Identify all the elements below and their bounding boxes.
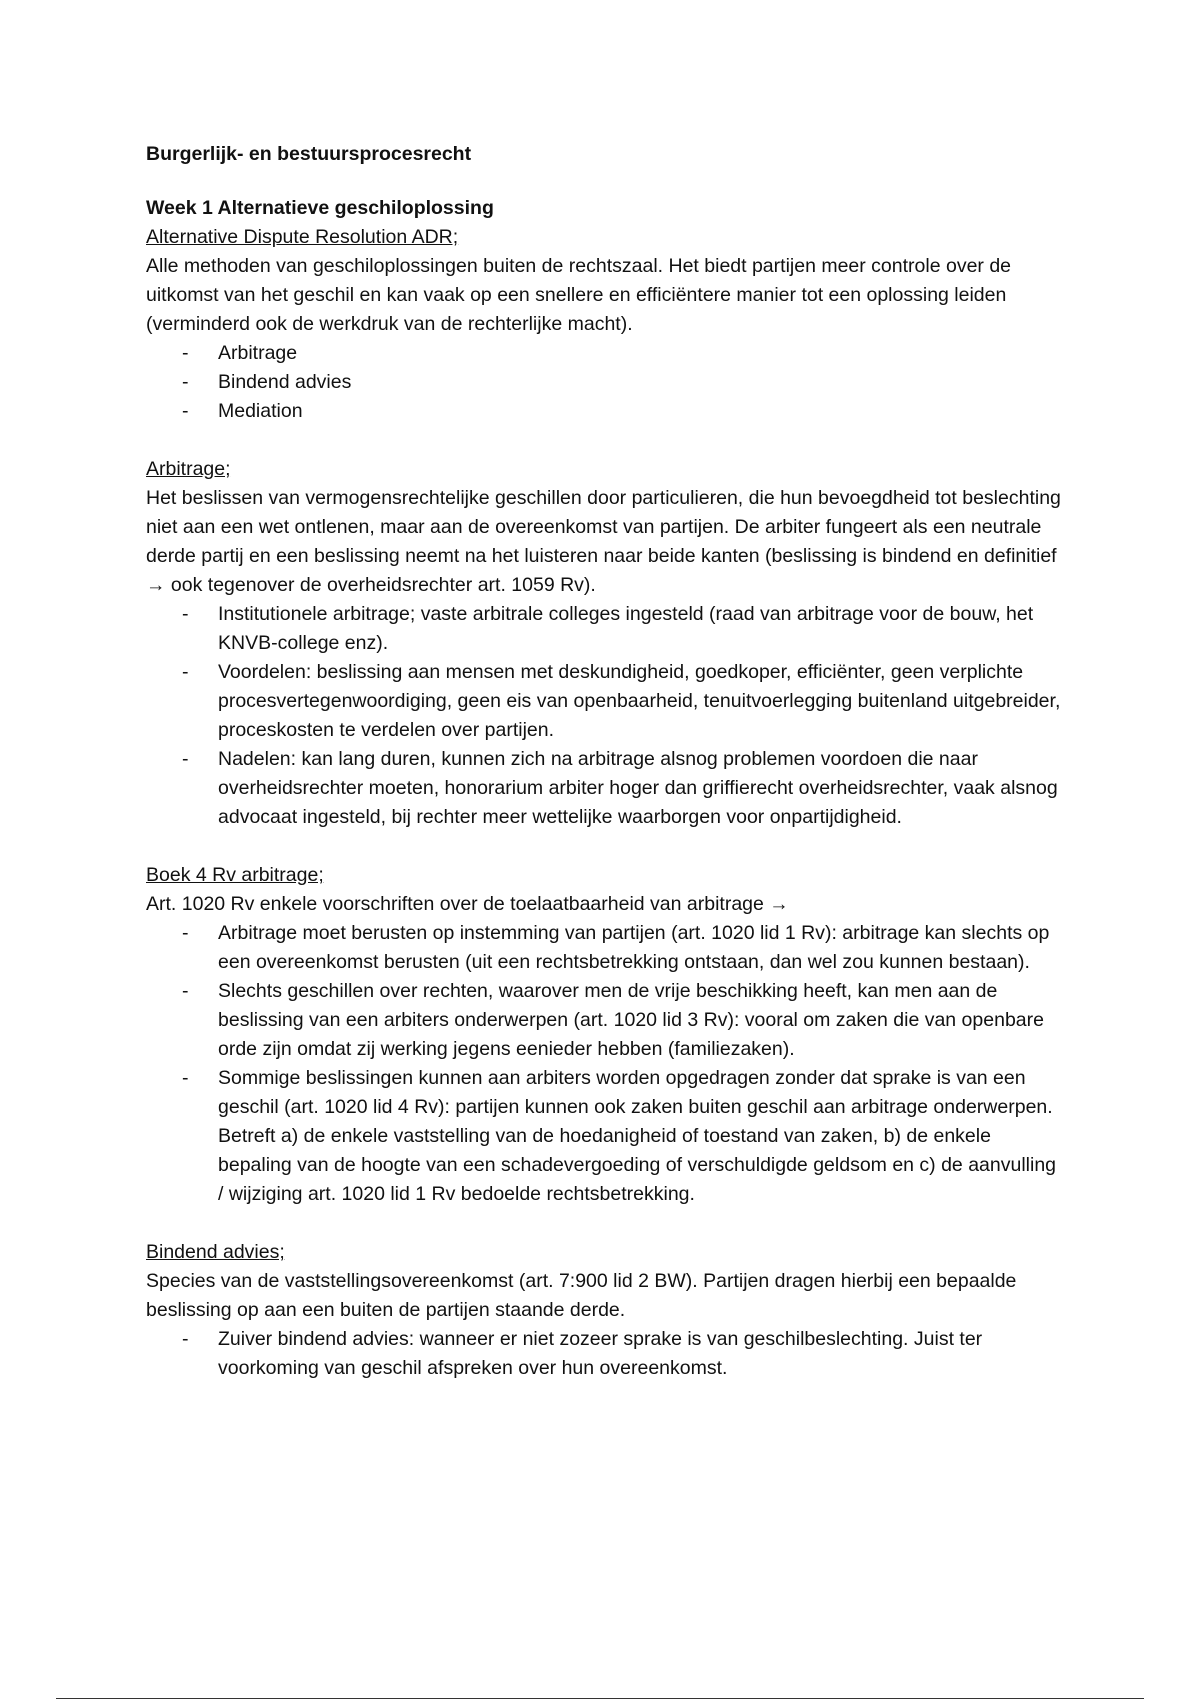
- bindend-text: Species van de vaststellingsovereenkomst (art. 7:900 lid 2 BW). Partijen dragen hierbij een bepaalde beslissing op aan een buiten de partijen staande derde.: [146, 1270, 1017, 1321]
- list-item: - Zuiver bindend advies: wanneer er niet zozeer sprake is van geschilbeslechting. Juist ter voorkoming van geschil afspreken over hun overeenkomst.: [146, 1325, 1066, 1383]
- bullet-dash: -: [182, 400, 189, 422]
- boek4-list: [146, 919, 1066, 1209]
- adr-text: Alle methoden van geschiloplossingen buiten de rechtszaal. Het biedt partijen meer controle over de uitkomst van het geschil en kan vaak op een snellere en efficiëntere manier tot een oplossing leiden (verminderd ook de werkdruk van de rechterlijke macht).: [146, 255, 1012, 335]
- bullet-dash: -: [182, 980, 189, 1002]
- bullet-dash: -: [182, 922, 189, 944]
- bullet-dash: -: [182, 342, 189, 364]
- list-item: - Arbitrage moet berusten op instemming van partijen (art. 1020 lid 1 Rv): arbitrage kan slechts op een overeenkomst berusten (uit een rechtsbetrekking ontstaan, dan wel zou kunnen bestaan).: [146, 919, 1066, 977]
- list-item: - Voordelen: beslissing aan mensen met deskundigheid, goedkoper, efficiënter, geen verplichte procesvertegenwoordiging, geen eis van openbaarheid, tenuitvoerlegging buitenland uitgebreider, proceskosten te verdelen over partijen.: [146, 658, 1066, 745]
- list-item: - Nadelen: kan lang duren, kunnen zich na arbitrage alsnog problemen voordoen die naar overheidsrechter moeten, honorarium arbiter hoger dan griffierecht overheidsrechter, vaak alsnog advocaat ingesteld, bij rechter meer wettelijke waarborgen voor onpartijdigheid.: [146, 745, 1066, 832]
- arbitrage-list: [146, 600, 1066, 832]
- adr-heading: Alternative Dispute Resolution ADR;: [146, 226, 459, 248]
- page-bottom-divider: [56, 1698, 1144, 1699]
- list-item: - Sommige beslissingen kunnen aan arbiters worden opgedragen zonder dat sprake is van een geschil (art. 1020 lid 4 Rv): partijen kunnen ook zaken buiten geschil aan arbitrage onderwerpen. Betreft a) de enkele vaststelling van de hoedanigheid of toestand van zaken, b) de enkele bepaling van de hoogte van een schadevergoeding of verschuldigde geldsom en c) de aanvulling / wijziging art. 1020 lid 1 Rv bedoelde rechtsbetrekking.: [146, 1064, 1066, 1209]
- boek4-heading: Boek 4 Rv arbitrage;: [146, 864, 324, 886]
- bullet-dash: -: [182, 1067, 189, 1089]
- arbitrage-heading: Arbitrage;: [146, 458, 231, 480]
- adr-list: [146, 339, 1066, 426]
- list-item: - Slechts geschillen over rechten, waarover men de vrije beschikking heeft, kan men aan de beslissing van een arbiters onderwerpen (art. 1020 lid 3 Rv): vooral om zaken die van openbare orde zijn omdat zij werking jegens eenieder hebben (familiezaken).: [146, 977, 1066, 1064]
- week-title: Week 1 Alternatieve geschiloplossing: [146, 197, 494, 219]
- bullet-dash: -: [182, 661, 189, 683]
- list-item: - Institutionele arbitrage; vaste arbitrale colleges ingesteld (raad van arbitrage voor de bouw, het KNVB-college enz).: [146, 600, 1066, 658]
- bindend-heading: Bindend advies;: [146, 1241, 285, 1263]
- bullet-dash: -: [182, 603, 189, 625]
- list-item: - Arbitrage: [146, 339, 1066, 368]
- bullet-dash: -: [182, 1328, 189, 1350]
- bullet-dash: -: [182, 748, 189, 770]
- document-page: [146, 140, 1066, 1383]
- bullet-dash: -: [182, 371, 189, 393]
- arbitrage-text: Het beslissen van vermogensrechtelijke geschillen door particulieren, die hun bevoegdheid tot beslechting niet aan een wet ontlenen, maar aan de overeenkomst van partijen. De arbiter fungeert als een neutrale derde partij en een beslissing neemt na het luisteren naar beide kanten (beslissing is bindend en definitief → ook tegenover de overheidsrechter art. 1059 Rv).: [146, 487, 1061, 596]
- bindend-list: [146, 1325, 1066, 1383]
- document-title: Burgerlijk- en bestuursprocesrecht: [146, 143, 472, 165]
- boek4-text: Art. 1020 Rv enkele voorschriften over de toelaatbaarheid van arbitrage →: [146, 893, 789, 915]
- list-item: - Bindend advies: [146, 368, 1066, 397]
- list-item: - Mediation: [146, 397, 1066, 426]
